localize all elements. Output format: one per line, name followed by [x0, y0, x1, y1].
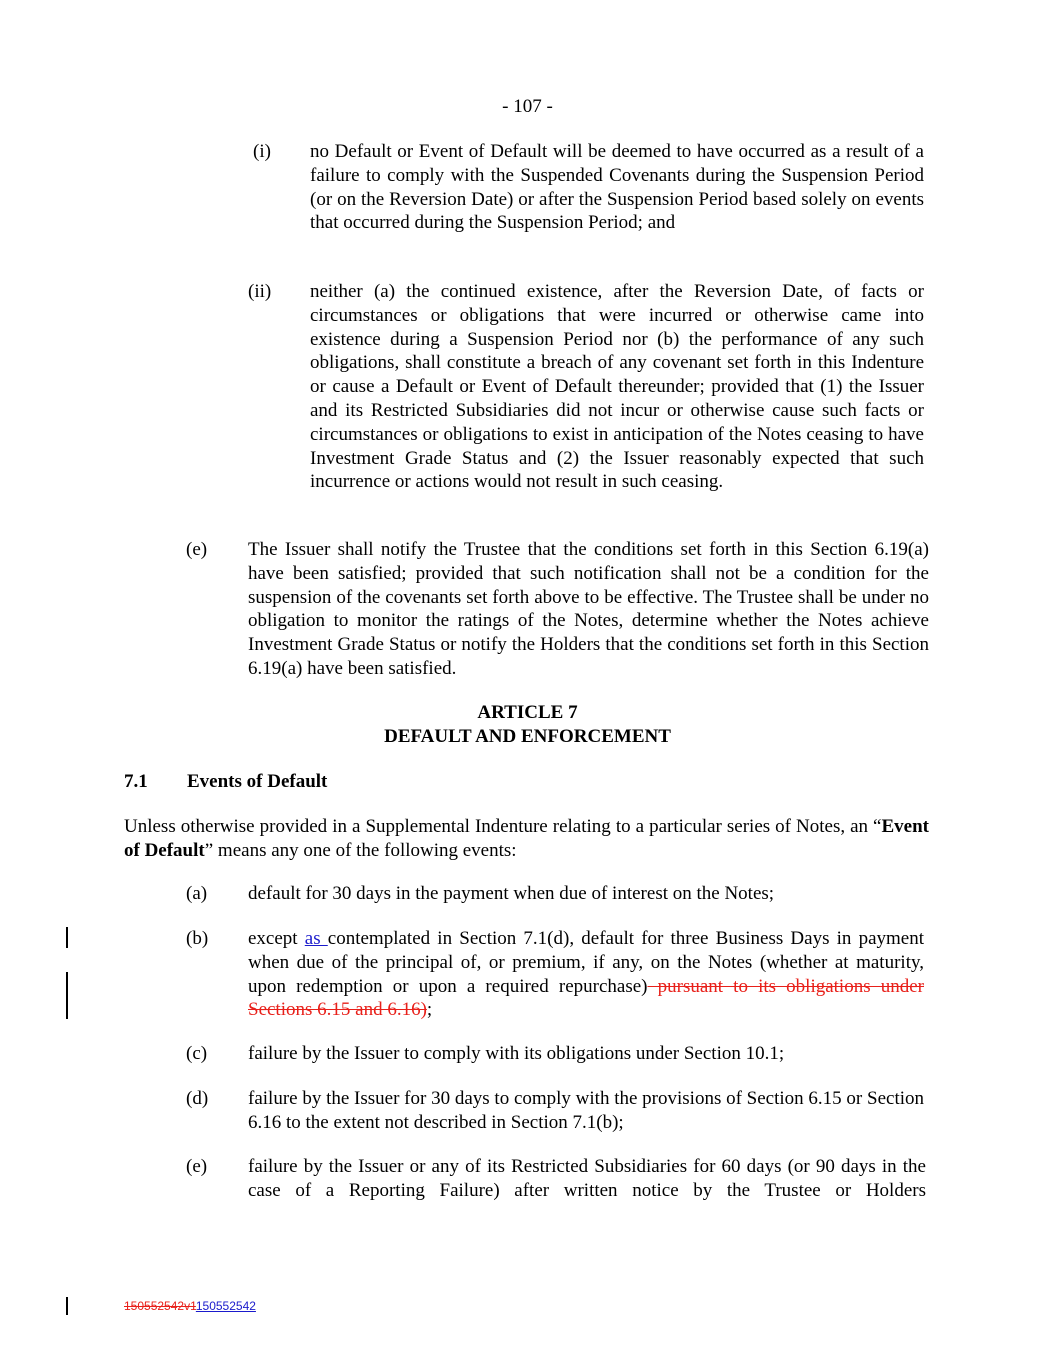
- defined-term: Event of Default: [124, 816, 929, 861]
- change-bar: [66, 972, 68, 1019]
- event-e-label: (e): [186, 1156, 208, 1177]
- section-title: Events of Default: [187, 771, 328, 792]
- inserted-text: as: [304, 928, 328, 949]
- item-ii-text: neither (a) the continued existence, after the Reversion Date, of facts or circumstances or obligations that were incurred or otherwise came into existence during a Suspension Period nor (b) the performance of any such obligations, shall constitute a breach of any covenant set forth in this Indenture or cause a Default or Event of Default thereunder; provided that (1) the Issuer and its Restricted Subsidiaries did not incur or otherwise cause such facts or circumstances or obligations to exist in anticipation of the Notes ceasing to have Investment Grade Status and (2) the Issuer reasonably expected that such incurrence or actions would not result in such ceasing.: [310, 281, 924, 493]
- change-bar: [66, 1297, 68, 1315]
- event-d-label: (d): [186, 1088, 209, 1109]
- page-number: - 107 -: [502, 96, 553, 117]
- article-number: ARTICLE 7: [477, 702, 578, 723]
- event-b-pre: except: [248, 928, 305, 949]
- event-c-label: (c): [186, 1043, 208, 1064]
- event-b-text: [248, 927, 924, 1022]
- intro-text-before: Unless otherwise provided in a Supplemental Indenture relating to a particular series of Notes, an “: [124, 816, 882, 837]
- event-d-text: failure by the Issuer for 30 days to comply with the provisions of Section 6.15 or Section 6.16 to the extent not described in Section 7.1(b);: [248, 1088, 924, 1133]
- event-a-label: (a): [186, 883, 208, 904]
- section-number: 7.1: [124, 771, 148, 792]
- intro-text-after: ” means any one of the following events:: [204, 839, 517, 861]
- item-i-text: no Default or Event of Default will be deemed to have occurred as a result of a failure to comply with the Suspended Covenants during the Suspension Period (or on the Reversion Date) or after the Suspension Period based solely on events that occurred during the Suspension Period; and: [310, 141, 924, 234]
- document-id: [124, 1299, 256, 1313]
- article-title: DEFAULT AND ENFORCEMENT: [384, 726, 671, 747]
- deleted-doc-id: 150552542v1: [124, 1299, 196, 1313]
- event-b-mid: contemplated in Section 7.1(d), default for three Business Days in payment when due of the principal of, or premium, if any, on the Notes (whether at maturity, upon redemption or upon a required repurchase): [248, 928, 925, 997]
- change-bar: [66, 927, 68, 948]
- event-c-text: failure by the Issuer to comply with its obligations under Section 10.1;: [248, 1043, 785, 1064]
- event-a-text: default for 30 days in the payment when due of interest on the Notes;: [248, 883, 775, 904]
- intro-paragraph: [124, 815, 929, 863]
- item-e-top-label: (e): [186, 539, 208, 560]
- event-e-text: failure by the Issuer or any of its Restricted Subsidiaries for 60 days (or 90 days in the case of a Reporting Failure) after written notice by the Trustee or Holders: [248, 1156, 926, 1201]
- inserted-doc-id: 150552542: [195, 1299, 256, 1313]
- item-ii-label: (ii): [248, 281, 272, 302]
- event-b-end: ;: [426, 999, 433, 1021]
- event-b-label: (b): [186, 928, 209, 949]
- deleted-text: pursuant to its obligations under Sections 6.15 and 6.16): [248, 975, 924, 1021]
- item-i-label: (i): [253, 141, 271, 162]
- item-e-top-text: The Issuer shall notify the Trustee that the conditions set forth in this Section 6.19(a) have been satisfied; provided that such notification shall not be a condition for the suspension of the covenants set forth above to be effective. The Trustee shall be under no obligation to monitor the ratings of the Notes, determine whether the Notes achieve Investment Grade Status or notify the Holders that the conditions set forth in this Section 6.19(a) have been satisfied.: [248, 539, 929, 679]
